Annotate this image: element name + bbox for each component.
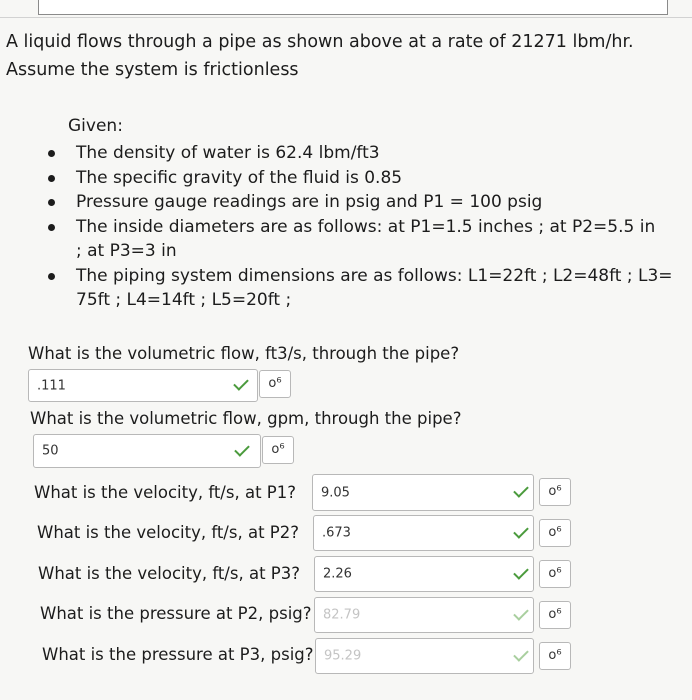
bullet-icon — [48, 175, 55, 182]
given-text: The specific gravity of the fluid is 0.85 — [76, 167, 403, 188]
answer-input-velocity-p2[interactable] — [313, 515, 534, 551]
given-text: The piping system dimensions are as follows: L1=22ft ; L2=48ft ; L3= — [76, 265, 673, 286]
bullet-icon — [48, 224, 55, 231]
answer-input-velocity-p3[interactable] — [314, 556, 534, 592]
answer-input-volumetric-flow-gpm[interactable] — [33, 434, 261, 468]
bullet-icon — [48, 273, 55, 280]
given-item — [0, 190, 692, 215]
key-icon[interactable]: o⁶ — [539, 560, 571, 588]
given-heading: Given: — [68, 116, 123, 136]
answer-input-velocity-p1[interactable] — [312, 474, 534, 511]
figure-frame — [38, 0, 668, 15]
given-item — [0, 215, 692, 264]
given-text: Pressure gauge readings are in psig and P1 = 100 psig — [76, 192, 543, 212]
key-icon[interactable]: o⁶ — [262, 436, 294, 464]
question-velocity-p1: What is the velocity, ft/s, at P1? — [34, 483, 296, 502]
given-text-continued: 75ft ; L4=14ft ; L5=20ft ; — [76, 290, 292, 310]
given-text: The density of water is 62.4 lbm/ft3 — [76, 143, 380, 163]
question-velocity-p3: What is the velocity, ft/s, at P3? — [38, 564, 300, 583]
given-item — [0, 166, 692, 191]
given-text: The inside diameters are as follows: at P1=1.5 inches ; at P2=5.5 in — [76, 216, 656, 237]
question-pressure-p2: What is the pressure at P2, psig? — [40, 604, 312, 623]
question-velocity-p2: What is the velocity, ft/s, at P2? — [37, 523, 299, 542]
intro-line-1: A liquid flows through a pipe as shown above at a rate of 21271 lbm/hr. — [6, 32, 634, 52]
answer-value: .111 — [37, 378, 66, 393]
given-item — [0, 141, 692, 166]
question-volumetric-flow-ft3s: What is the volumetric flow, ft3/s, through the pipe? — [28, 344, 460, 363]
divider — [0, 17, 692, 18]
answer-input-volumetric-flow-ft3s[interactable] — [28, 369, 258, 402]
answer-value: 2.26 — [323, 566, 352, 582]
key-icon[interactable]: o⁶ — [539, 642, 571, 670]
answer-value: .673 — [322, 525, 351, 541]
answer-value: 95.29 — [324, 648, 362, 664]
problem-statement — [6, 28, 686, 84]
answer-input-pressure-p3[interactable] — [315, 638, 534, 674]
key-icon[interactable]: o⁶ — [539, 478, 571, 506]
key-icon[interactable]: o⁶ — [539, 519, 571, 547]
given-text-continued: ; at P3=3 in — [76, 241, 177, 261]
key-icon[interactable]: o⁶ — [259, 370, 291, 398]
bullet-icon — [48, 199, 55, 206]
key-icon[interactable]: o⁶ — [539, 601, 571, 629]
given-item — [0, 264, 692, 313]
answer-input-pressure-p2[interactable] — [314, 597, 534, 633]
answer-value: 50 — [42, 443, 59, 459]
question-volumetric-flow-gpm: What is the volumetric flow, gpm, through the pipe? — [30, 409, 462, 428]
intro-line-2: Assume the system is frictionless — [6, 60, 299, 80]
answer-value: 82.79 — [323, 607, 361, 623]
question-pressure-p3: What is the pressure at P3, psig? — [42, 645, 314, 664]
bullet-icon — [48, 150, 55, 157]
answer-value: 9.05 — [321, 485, 350, 500]
given-list — [0, 141, 692, 313]
